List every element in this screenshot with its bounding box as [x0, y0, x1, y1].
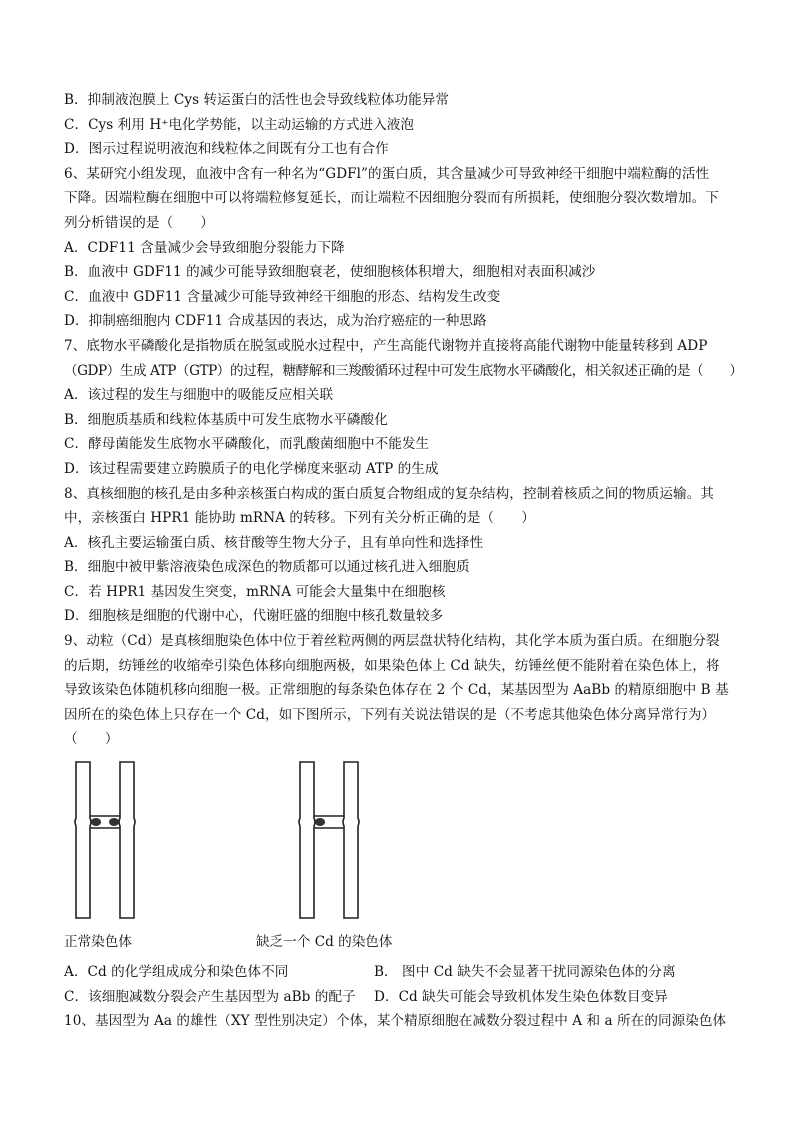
normal-chromosome-diagram: [70, 758, 150, 928]
cd-kinetochore-left: [91, 818, 101, 826]
text-line: B．抑制液泡膜上 Cys 转运蛋白的活性也会导致线粒体功能异常: [64, 92, 450, 108]
option-b: B． 图中 Cd 缺失不会显著干扰同源染色体的分离: [374, 964, 676, 981]
cd-kinetochore-single: [315, 818, 325, 826]
text-line: 因所在的染色体上只存在一个 Cd，如下图所示，下列有关说法错误的是（不考虑其他染色体分离异常行为）: [64, 706, 716, 723]
text-line: （GDP）生成 ATP（GTP）的过程，糖酵解和三羧酸循环过程中可发生底物水平磷酸化，相关叙述正确的是（ ）: [64, 362, 743, 379]
question-8-stem: 8、真核细胞的核孔是由多种亲核蛋白构成的蛋白质复合物组成的复杂结构，控制着核质之间的物质运输。其: [64, 485, 714, 502]
option-line: C．血液中 GDF11 含量减少可能导致神经干细胞的形态、结构发生改变: [64, 288, 501, 305]
text-line: D．图示过程说明液泡和线粒体之间既有分工也有合作: [64, 141, 389, 158]
text-line: 列分析错误的是（ ）: [64, 214, 215, 231]
option-line: A．该过程的发生与细胞中的吸能反应相关联: [64, 387, 334, 404]
option-line: D．抑制癌细胞内 CDF11 合成基因的表达，成为治疗癌症的一种思路: [64, 313, 487, 330]
option-c: C．该细胞减数分裂会产生基因型为 aBb 的配子: [64, 988, 356, 1005]
option-line: B．血液中 GDF11 的减少可能导致细胞衰老，使细胞核体积增大，细胞相对表面积减沙: [64, 264, 596, 281]
normal-chromosome-label: 正常染色体: [64, 934, 132, 951]
text-line: 的后期，纺锤丝的收缩牵引染色体移向细胞两极，如果染色体上 Cd 缺失，纺锤丝便不能附着在染色体上，将: [64, 657, 720, 674]
text-block-top: [64, 88, 743, 752]
option-a: A．Cd 的化学组成成分和染色体不同: [64, 964, 289, 981]
option-line: C．酵母菌能发生底物水平磷酸化，而乳酸菌细胞中不能发生: [64, 436, 430, 453]
missing-cd-chromosome-diagram: [294, 758, 374, 928]
option-line: A．核孔主要运输蛋白质、核苷酸等生物大分子，且有单向性和选择性: [64, 534, 484, 551]
option-line: B．细胞中被甲紫溶液染色成深色的物质都可以通过核孔进入细胞质: [64, 559, 470, 576]
options-row-2: [64, 985, 736, 1010]
question-6-stem: 6、某研究小组发现，血液中含有一种名为“GDFl”的蛋白质，其含量减少可导致神经干细胞中端粒酶的活性: [64, 165, 710, 182]
options-row-1: [64, 960, 736, 985]
text-line: （ ）: [64, 731, 119, 748]
option-line: D．细胞核是细胞的代谢中心，代谢旺盛的细胞中核孔数量较多: [64, 608, 444, 625]
option-line: B．细胞质基质和线粒体基质中可发生底物水平磷酸化: [64, 411, 388, 428]
question-7-stem: 7、底物水平磷酸化是指物质在脱氢或脱水过程中，产生高能代谢物并直接将高能代谢物中能量转移到 ADP: [64, 337, 708, 354]
missing-cd-chromosome-label: 缺乏一个 Cd 的染色体: [256, 934, 393, 951]
option-line: D．该过程需要建立跨膜质子的电化学梯度来驱动 ATP 的生成: [64, 460, 439, 477]
question-9-stem: 9、动粒（Cd）是真核细胞染色体中位于着丝粒两侧的两层盘状特化结构，其化学本质为蛋白质。在细胞分裂: [64, 633, 720, 650]
option-line: A．CDF11 含量减少会导致细胞分裂能力下降: [64, 239, 345, 256]
option-d: D．Cd 缺失可能会导致机体发生染色体数目变异: [374, 988, 668, 1005]
text-line: 导致该染色体随机移向细胞一极。正常细胞的每条染色体存在 2 个 Cd，某基因型为 AaBb 的精原细胞中 B 基: [64, 682, 729, 699]
text-line: 中，亲核蛋白 HPR1 能协助 mRNA 的转移。下列有关分析正确的是（ ）: [64, 510, 535, 527]
cd-kinetochore-right: [109, 818, 119, 826]
option-line: C．若 HPR1 基因发生突变，mRNA 可能会大量集中在细胞核: [64, 583, 446, 600]
chromosome-figure: [64, 752, 736, 962]
text-line: C．Cys 利用 H⁺电化学势能，以主动运输的方式进入液泡: [64, 116, 415, 133]
question-10-stem: 10、基因型为 Aa 的雄性（XY 型性别决定）个体，某个精原细胞在减数分裂过程中 A 和 a 所在的同源染色体: [64, 1013, 727, 1030]
text-line: 下降。因端粒酶在细胞中可以将端粒修复延长，而让端粒不因细胞分裂而有所损耗，使细胞分裂次数增加。下: [64, 190, 719, 207]
document-page: [64, 88, 743, 1034]
